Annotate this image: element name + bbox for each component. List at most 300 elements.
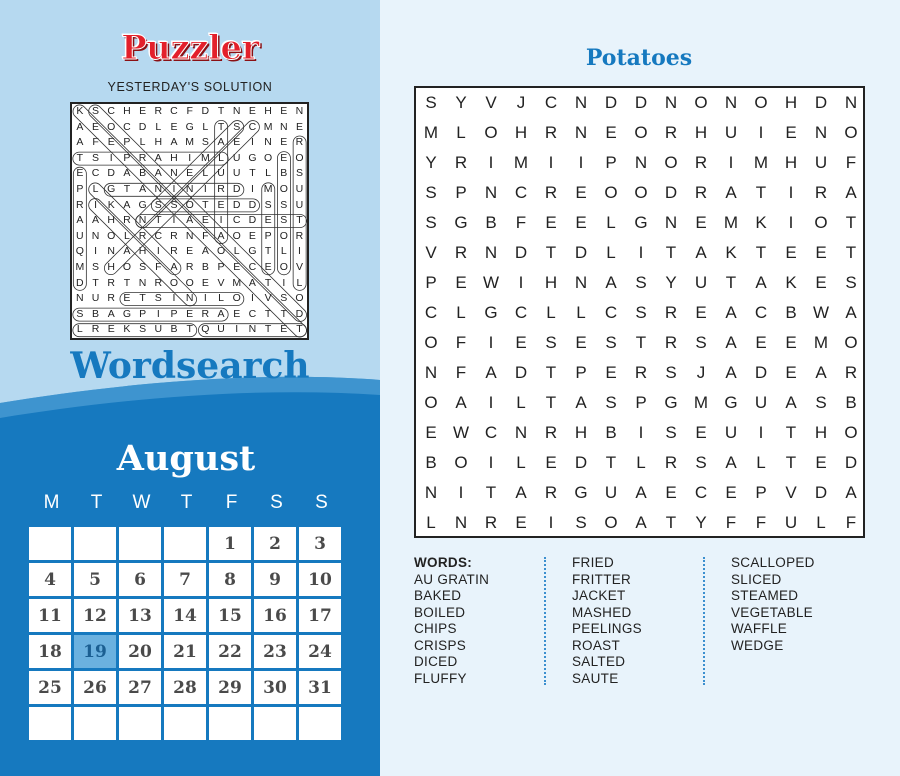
grid-letter[interactable]: J xyxy=(516,93,526,112)
grid-letter[interactable]: I xyxy=(488,333,494,352)
grid-letter[interactable]: A xyxy=(845,303,857,322)
mini-grid-letter: L xyxy=(202,167,209,180)
mini-grid-letter: E xyxy=(295,120,303,133)
grid-letter[interactable]: L xyxy=(756,453,766,472)
grid-letter[interactable]: D xyxy=(664,183,678,202)
mini-grid-letter: R xyxy=(76,198,84,211)
mini-grid-letter: I xyxy=(172,292,176,305)
mini-grid-letter: C xyxy=(232,214,241,227)
grid-letter[interactable]: S xyxy=(425,183,437,202)
grid-letter[interactable]: E xyxy=(785,243,797,262)
solution-word-highlight xyxy=(73,308,228,321)
grid-letter[interactable]: U xyxy=(724,423,738,442)
grid-letter[interactable]: L xyxy=(516,393,526,412)
grid-letter[interactable]: U xyxy=(694,273,708,292)
grid-letter[interactable]: L xyxy=(546,303,556,322)
calendar-empty-day xyxy=(299,707,341,740)
grid-letter[interactable]: Y xyxy=(455,93,467,112)
grid-letter[interactable]: I xyxy=(638,243,644,262)
grid-letter[interactable]: O xyxy=(634,123,648,142)
grid-letter[interactable]: N xyxy=(484,183,498,202)
calendar-empty-day xyxy=(74,707,116,740)
grid-letter[interactable]: U xyxy=(724,123,738,142)
grid-letter[interactable]: E xyxy=(665,483,677,502)
grid-letter[interactable]: O xyxy=(664,153,678,172)
grid-letter[interactable]: S xyxy=(425,93,437,112)
grid-letter[interactable]: R xyxy=(814,183,828,202)
grid-letter[interactable]: N xyxy=(814,123,828,142)
grid-letter[interactable]: S xyxy=(845,273,857,292)
grid-letter[interactable]: L xyxy=(456,303,466,322)
solution-word-highlight xyxy=(86,180,184,277)
grid-letter[interactable]: F xyxy=(455,333,467,352)
grid-letter[interactable]: L xyxy=(816,513,826,532)
grid-letter[interactable]: H xyxy=(814,423,828,442)
mini-grid-letter: A xyxy=(217,229,225,242)
grid-letter[interactable]: S xyxy=(635,273,647,292)
grid-letter[interactable]: T xyxy=(545,393,557,412)
grid-letter[interactable]: E xyxy=(785,363,797,382)
grid-letter[interactable]: E xyxy=(695,213,707,232)
grid-letter[interactable]: F xyxy=(455,363,467,382)
grid-letter[interactable]: A xyxy=(815,363,827,382)
mini-grid-letter: S xyxy=(280,292,288,305)
mini-grid-letter: S xyxy=(139,260,147,273)
grid-letter[interactable]: F xyxy=(755,513,767,532)
grid-letter[interactable]: I xyxy=(488,453,494,472)
mini-grid-letter: R xyxy=(107,292,116,305)
grid-letter[interactable]: R xyxy=(844,363,858,382)
grid-letter[interactable]: D xyxy=(514,363,528,382)
grid-letter[interactable]: P xyxy=(575,363,587,382)
grid-letter[interactable]: H xyxy=(694,123,708,142)
grid-letter[interactable]: A xyxy=(605,273,617,292)
mini-grid-letter: O xyxy=(216,245,226,258)
grid-letter[interactable]: T xyxy=(785,423,797,442)
grid-letter[interactable]: M xyxy=(753,153,769,172)
grid-letter[interactable]: I xyxy=(488,393,494,412)
grid-letter[interactable]: T xyxy=(785,453,797,472)
calendar-day: 25 xyxy=(29,671,71,704)
grid-letter[interactable]: P xyxy=(425,273,437,292)
grid-letter[interactable]: N xyxy=(424,363,438,382)
grid-letter[interactable]: I xyxy=(518,273,524,292)
grid-letter[interactable]: B xyxy=(785,303,797,322)
calendar-day: 10 xyxy=(299,563,341,596)
grid-letter[interactable]: E xyxy=(755,333,767,352)
mini-grid-letter: N xyxy=(170,167,178,180)
grid-letter[interactable]: E xyxy=(575,333,587,352)
grid-letter[interactable]: E xyxy=(515,513,527,532)
grid-letter[interactable]: E xyxy=(575,183,587,202)
grid-letter[interactable]: N xyxy=(574,273,588,292)
grid-letter[interactable]: E xyxy=(515,333,527,352)
grid-letter[interactable]: E xyxy=(605,363,617,382)
grid-letter[interactable]: C xyxy=(754,303,768,322)
calendar-empty-day xyxy=(164,527,206,560)
mini-grid-letter: P xyxy=(217,260,225,273)
grid-letter[interactable]: R xyxy=(634,363,648,382)
mini-grid-letter: S xyxy=(92,260,100,273)
grid-letter[interactable]: D xyxy=(814,483,828,502)
grid-letter[interactable]: T xyxy=(755,243,767,262)
grid-letter[interactable]: E xyxy=(605,123,617,142)
grid-letter[interactable]: P xyxy=(605,153,617,172)
word-item: DICED xyxy=(414,654,458,669)
grid-letter[interactable]: O xyxy=(424,333,438,352)
grid-letter[interactable]: R xyxy=(694,153,708,172)
grid-letter[interactable]: C xyxy=(424,303,438,322)
grid-letter[interactable]: O xyxy=(844,333,858,352)
grid-letter[interactable]: O xyxy=(454,453,468,472)
mini-grid-letter: L xyxy=(123,229,130,242)
grid-letter[interactable]: R xyxy=(664,123,678,142)
grid-letter[interactable]: D xyxy=(604,93,618,112)
grid-letter[interactable]: C xyxy=(514,183,528,202)
grid-letter[interactable]: E xyxy=(725,483,737,502)
mini-grid-letter: R xyxy=(295,229,304,242)
grid-letter[interactable]: L xyxy=(606,213,616,232)
grid-letter[interactable]: I xyxy=(758,423,764,442)
grid-letter[interactable]: I xyxy=(758,123,764,142)
grid-letter[interactable]: A xyxy=(635,483,647,502)
grid-letter[interactable]: K xyxy=(755,213,767,232)
grid-letter[interactable]: I xyxy=(488,153,494,172)
grid-letter[interactable]: O xyxy=(604,513,618,532)
grid-letter[interactable]: A xyxy=(845,483,857,502)
word-item: STEAMED xyxy=(731,588,799,603)
grid-letter[interactable]: C xyxy=(544,93,558,112)
grid-letter[interactable]: P xyxy=(635,393,647,412)
grid-letter[interactable]: I xyxy=(728,153,734,172)
grid-letter[interactable]: H xyxy=(544,273,558,292)
grid-letter[interactable]: E xyxy=(575,213,587,232)
grid-letter[interactable]: R xyxy=(664,303,678,322)
grid-letter[interactable]: O xyxy=(604,183,618,202)
grid-letter[interactable]: F xyxy=(515,213,527,232)
mini-grid-letter: I xyxy=(219,214,223,227)
grid-letter[interactable]: H xyxy=(514,123,528,142)
calendar-empty-day xyxy=(209,707,251,740)
grid-letter[interactable]: B xyxy=(605,423,617,442)
grid-letter[interactable]: T xyxy=(485,483,497,502)
grid-letter[interactable]: V xyxy=(485,93,497,112)
grid-letter[interactable]: F xyxy=(845,513,857,532)
grid-letter[interactable]: A xyxy=(725,363,737,382)
grid-letter[interactable]: V xyxy=(785,483,797,502)
grid-letter[interactable]: A xyxy=(635,513,647,532)
grid-letter[interactable]: G xyxy=(724,393,738,412)
grid-letter[interactable]: L xyxy=(606,243,616,262)
mini-grid-letter: T xyxy=(155,214,162,227)
grid-letter[interactable]: M xyxy=(723,213,739,232)
grid-letter[interactable]: A xyxy=(725,183,737,202)
grid-letter[interactable]: D xyxy=(814,93,828,112)
mini-grid-letter: A xyxy=(154,151,162,164)
grid-letter[interactable]: I xyxy=(788,213,794,232)
grid-letter[interactable]: O xyxy=(844,123,858,142)
grid-letter[interactable]: A xyxy=(575,393,587,412)
grid-letter[interactable]: N xyxy=(424,483,438,502)
grid-letter[interactable]: I xyxy=(458,483,464,502)
grid-letter[interactable]: T xyxy=(665,243,677,262)
grid-letter[interactable]: S xyxy=(695,333,707,352)
grid-letter[interactable]: R xyxy=(694,183,708,202)
grid-letter[interactable]: T xyxy=(665,513,677,532)
mini-grid-letter: E xyxy=(264,260,272,273)
grid-letter[interactable]: D xyxy=(634,93,648,112)
grid-letter[interactable]: R xyxy=(484,513,498,532)
grid-letter[interactable]: O xyxy=(694,93,708,112)
grid-letter[interactable]: S xyxy=(635,303,647,322)
mini-grid-letter: O xyxy=(279,260,288,273)
grid-letter[interactable]: E xyxy=(815,453,827,472)
mini-grid-letter: T xyxy=(139,292,146,305)
grid-letter[interactable]: R xyxy=(544,123,558,142)
word-list-col-1 xyxy=(414,555,489,687)
grid-letter[interactable]: E xyxy=(785,333,797,352)
grid-letter[interactable]: B xyxy=(485,213,497,232)
mini-grid-letter: H xyxy=(264,105,272,117)
calendar-day: 16 xyxy=(254,599,296,632)
grid-letter[interactable]: O xyxy=(484,123,498,142)
grid-letter[interactable]: C xyxy=(484,423,498,442)
solution-word-highlight xyxy=(86,196,199,309)
letter-grid[interactable] xyxy=(416,88,866,538)
mini-grid-letter: G xyxy=(185,120,194,133)
calendar-day: 23 xyxy=(254,635,296,668)
grid-letter[interactable]: R xyxy=(544,183,558,202)
grid-letter[interactable]: D xyxy=(514,243,528,262)
grid-letter[interactable]: T xyxy=(635,333,647,352)
grid-letter[interactable]: N xyxy=(664,93,678,112)
mini-grid-letter: N xyxy=(232,105,241,117)
grid-letter[interactable]: F xyxy=(725,513,737,532)
mini-grid-letter: G xyxy=(122,307,131,320)
grid-letter[interactable]: C xyxy=(604,303,618,322)
grid-letter[interactable]: A xyxy=(755,273,767,292)
grid-letter[interactable]: L xyxy=(426,513,436,532)
grid-letter[interactable]: L xyxy=(456,123,466,142)
grid-letter[interactable]: S xyxy=(575,513,587,532)
grid-letter[interactable]: D xyxy=(844,453,858,472)
grid-letter[interactable]: T xyxy=(605,453,617,472)
wordsearch-grid[interactable] xyxy=(414,86,865,538)
grid-letter[interactable]: R xyxy=(454,243,468,262)
mini-grid-letter: K xyxy=(123,323,131,336)
grid-letter[interactable]: K xyxy=(725,243,737,262)
mini-grid-letter: E xyxy=(186,167,194,180)
word-item: MASHED xyxy=(572,604,632,620)
grid-letter[interactable]: T xyxy=(845,243,857,262)
grid-letter[interactable]: N xyxy=(484,243,498,262)
grid-letter[interactable]: A xyxy=(845,183,857,202)
mini-grid-letter: U xyxy=(76,229,84,242)
grid-letter[interactable]: I xyxy=(548,153,554,172)
grid-letter[interactable]: G xyxy=(634,213,648,232)
grid-letter[interactable]: J xyxy=(696,363,706,382)
mini-grid-letter: R xyxy=(170,229,178,242)
grid-letter[interactable]: C xyxy=(694,483,708,502)
grid-letter[interactable]: I xyxy=(638,423,644,442)
grid-letter[interactable]: N xyxy=(664,213,678,232)
mini-grid-letter: A xyxy=(186,214,194,227)
mini-grid-letter: L xyxy=(155,120,162,133)
grid-letter[interactable]: F xyxy=(845,153,857,172)
calendar-empty-day xyxy=(74,527,116,560)
grid-letter[interactable]: A xyxy=(725,453,737,472)
grid-letter[interactable]: R xyxy=(454,153,468,172)
grid-letter[interactable]: B xyxy=(845,393,857,412)
grid-letter[interactable]: S xyxy=(605,333,617,352)
mini-grid-letter: E xyxy=(280,136,288,149)
mini-grid-letter: N xyxy=(138,276,147,289)
mini-grid-letter: R xyxy=(295,136,304,149)
grid-letter[interactable]: D xyxy=(754,363,768,382)
grid-letter[interactable]: M xyxy=(693,393,709,412)
calendar-day: 15 xyxy=(209,599,251,632)
mini-grid-letter: P xyxy=(264,229,272,242)
grid-letter[interactable]: N xyxy=(844,93,858,112)
grid-letter[interactable]: M xyxy=(813,333,829,352)
grid-letter[interactable]: D xyxy=(574,453,588,472)
grid-letter[interactable]: U xyxy=(604,483,618,502)
grid-letter[interactable]: S xyxy=(425,213,437,232)
grid-letter[interactable]: B xyxy=(425,453,437,472)
grid-letter[interactable]: I xyxy=(548,513,554,532)
grid-letter[interactable]: A xyxy=(485,363,497,382)
grid-letter[interactable]: E xyxy=(545,453,557,472)
grid-letter[interactable]: W xyxy=(812,303,830,322)
grid-letter[interactable]: K xyxy=(785,273,797,292)
mini-grid-letter: S xyxy=(154,292,162,305)
mini-grid-letter: I xyxy=(250,182,254,195)
mini-grid-letter: N xyxy=(91,229,100,242)
mini-grid-letter: I xyxy=(156,307,160,320)
grid-letter[interactable]: G xyxy=(454,213,468,232)
grid-letter[interactable]: W xyxy=(452,423,470,442)
grid-letter[interactable]: E xyxy=(695,303,707,322)
mini-grid-letter: T xyxy=(249,167,256,180)
grid-letter[interactable]: Y xyxy=(425,153,437,172)
grid-letter[interactable]: N xyxy=(634,153,648,172)
grid-letter[interactable]: E xyxy=(695,423,707,442)
grid-letter[interactable]: R xyxy=(544,483,558,502)
mini-grid-letter: H xyxy=(107,214,116,227)
grid-letter[interactable]: O xyxy=(634,183,648,202)
grid-letter[interactable]: V xyxy=(425,243,437,262)
grid-letter[interactable]: G xyxy=(484,303,498,322)
grid-letter[interactable]: D xyxy=(574,243,588,262)
grid-letter[interactable]: O xyxy=(424,393,438,412)
grid-letter[interactable]: S xyxy=(545,333,557,352)
grid-letter[interactable]: E xyxy=(815,273,827,292)
grid-letter[interactable]: L xyxy=(516,453,526,472)
grid-letter[interactable]: E xyxy=(815,243,827,262)
grid-letter[interactable]: Y xyxy=(695,513,707,532)
grid-letter[interactable]: A xyxy=(455,393,467,412)
grid-letter[interactable]: E xyxy=(545,213,557,232)
calendar-month: August xyxy=(116,438,256,479)
grid-letter[interactable]: S xyxy=(605,393,617,412)
mini-grid-letter: E xyxy=(201,214,209,227)
calendar-empty-day xyxy=(119,527,161,560)
grid-letter[interactable]: A xyxy=(725,303,737,322)
grid-letter[interactable]: N xyxy=(514,423,528,442)
grid-letter[interactable]: L xyxy=(636,453,646,472)
grid-letter[interactable]: S xyxy=(695,453,707,472)
grid-letter[interactable]: N xyxy=(574,123,588,142)
grid-letter[interactable]: E xyxy=(785,123,797,142)
grid-letter[interactable]: A xyxy=(515,483,527,502)
grid-letter[interactable]: I xyxy=(578,153,584,172)
grid-letter[interactable]: M xyxy=(513,153,529,172)
grid-letter[interactable]: O xyxy=(814,213,828,232)
grid-letter[interactable]: O xyxy=(754,93,768,112)
grid-letter[interactable]: O xyxy=(844,423,858,442)
grid-letter[interactable]: T xyxy=(755,183,767,202)
grid-letter[interactable]: Y xyxy=(665,273,677,292)
grid-letter[interactable]: W xyxy=(482,273,500,292)
grid-letter[interactable]: N xyxy=(454,513,468,532)
grid-letter[interactable]: N xyxy=(724,93,738,112)
grid-letter[interactable]: A xyxy=(695,243,707,262)
grid-letter[interactable]: E xyxy=(425,423,437,442)
grid-letter[interactable]: M xyxy=(423,123,439,142)
grid-letter[interactable]: S xyxy=(815,393,827,412)
solution-word-highlight xyxy=(72,104,307,338)
grid-letter[interactable]: C xyxy=(514,303,528,322)
grid-letter[interactable]: H xyxy=(574,423,588,442)
grid-letter[interactable]: A xyxy=(725,333,737,352)
grid-letter[interactable]: U xyxy=(784,513,798,532)
grid-letter[interactable]: H xyxy=(784,93,798,112)
grid-letter[interactable]: T xyxy=(545,243,557,262)
grid-letter[interactable]: T xyxy=(725,273,737,292)
mini-grid-letter: T xyxy=(123,182,131,195)
grid-letter[interactable]: N xyxy=(574,93,588,112)
grid-letter[interactable]: E xyxy=(455,273,467,292)
grid-letter[interactable]: G xyxy=(664,393,678,412)
mini-grid-letter: O xyxy=(232,229,241,242)
grid-letter[interactable]: H xyxy=(784,153,798,172)
grid-letter[interactable]: G xyxy=(574,483,588,502)
mini-grid-letter: E xyxy=(201,276,209,289)
mini-grid-letter: F xyxy=(186,105,193,117)
calendar-day: 6 xyxy=(119,563,161,596)
grid-letter[interactable]: S xyxy=(665,363,677,382)
grid-letter[interactable]: I xyxy=(788,183,794,202)
grid-letter[interactable]: U xyxy=(754,393,768,412)
grid-letter[interactable]: R xyxy=(664,333,678,352)
grid-letter[interactable]: R xyxy=(664,453,678,472)
grid-letter[interactable]: S xyxy=(665,423,677,442)
calendar-day: 31 xyxy=(299,671,341,704)
mini-grid-letter: B xyxy=(92,307,100,320)
grid-letter[interactable]: T xyxy=(845,213,857,232)
mini-grid-letter: S xyxy=(170,198,178,211)
wordsearch-title: Wordsearch xyxy=(70,345,310,387)
grid-letter[interactable]: T xyxy=(545,363,557,382)
mini-grid-letter: O xyxy=(295,292,304,305)
grid-letter[interactable]: P xyxy=(755,483,767,502)
grid-letter[interactable]: L xyxy=(576,303,586,322)
mini-grid-letter: T xyxy=(186,323,193,336)
grid-letter[interactable]: R xyxy=(544,423,558,442)
grid-letter[interactable]: P xyxy=(455,183,467,202)
grid-letter[interactable]: U xyxy=(814,153,828,172)
grid-letter[interactable]: A xyxy=(785,393,797,412)
